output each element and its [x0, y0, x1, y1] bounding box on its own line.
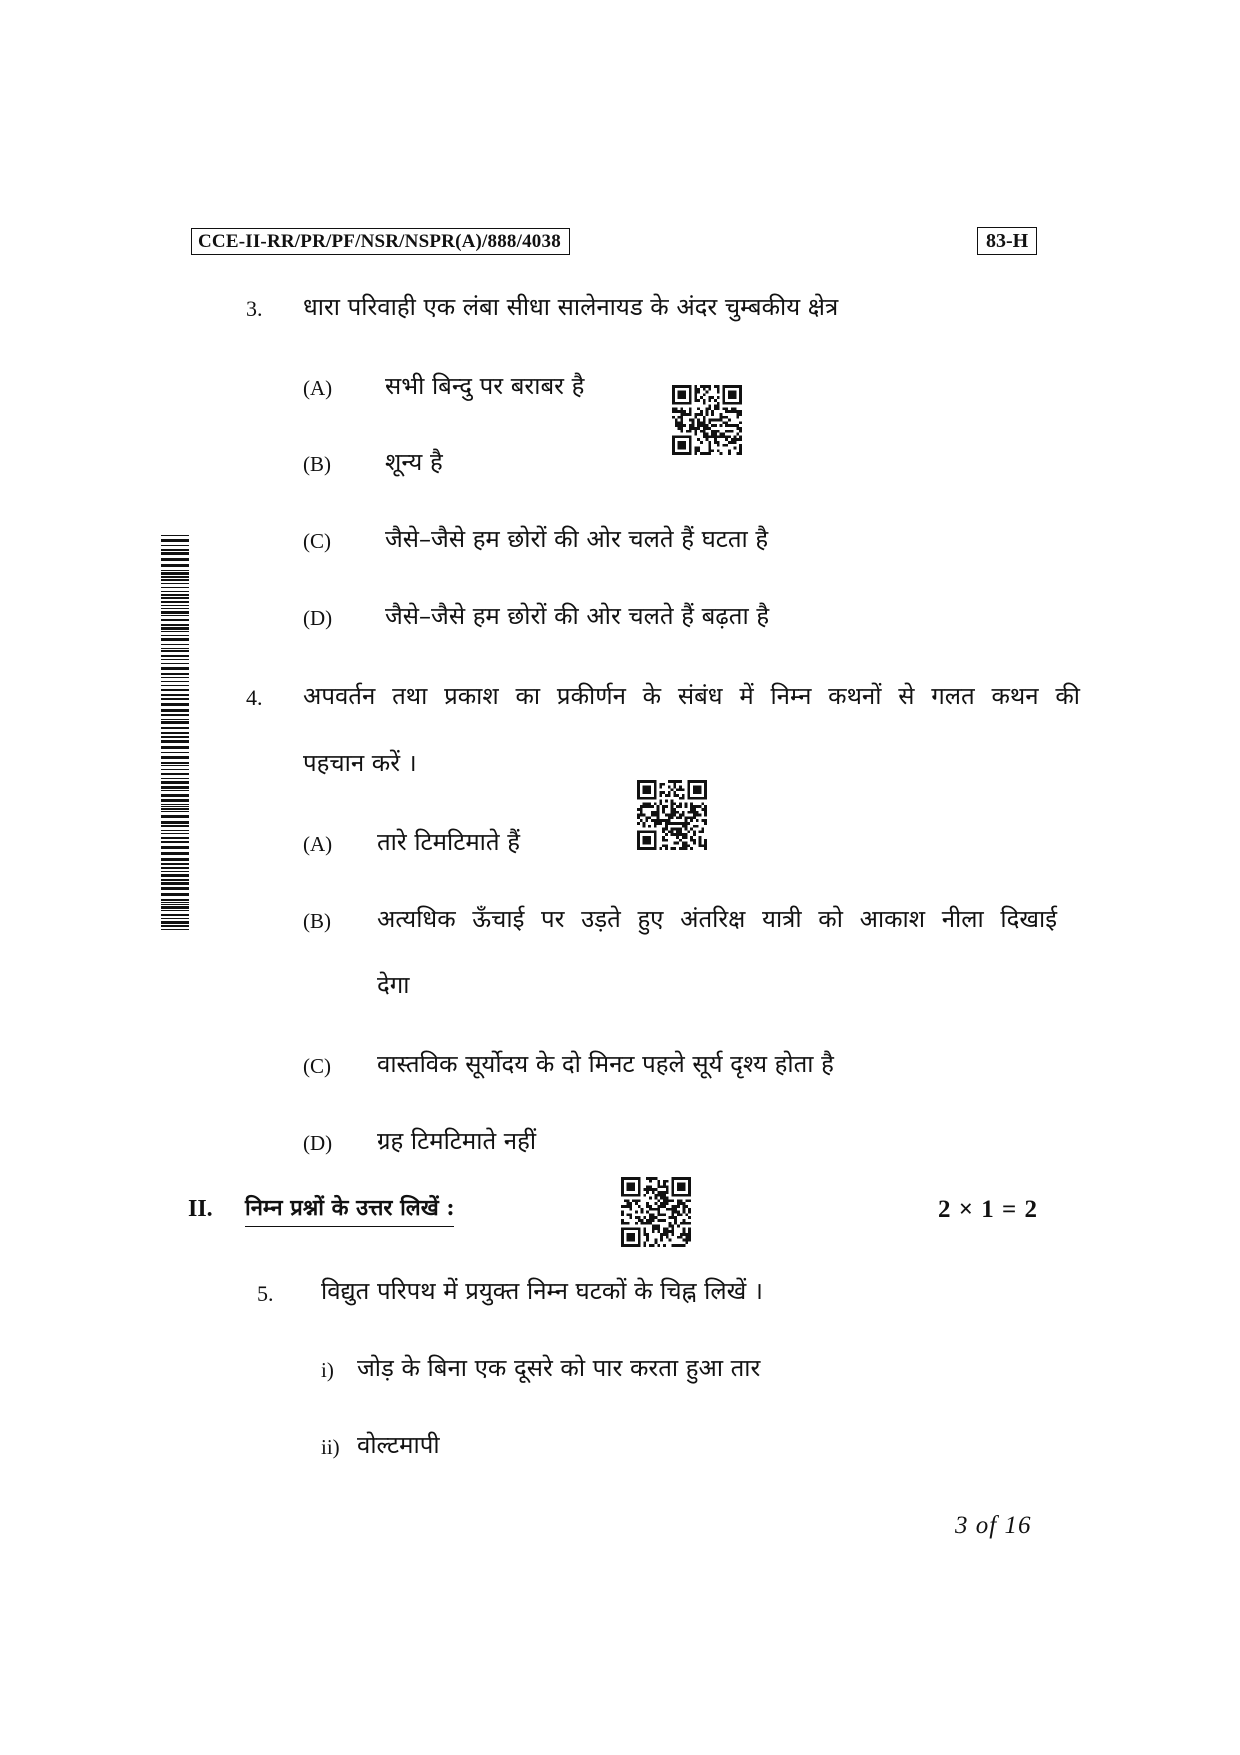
option-label: (B) — [303, 909, 331, 933]
question-text: धारा परिवाही एक लंबा सीधा सालेनायड के अंदर चुम्बकीय क्षेत्र — [303, 293, 839, 321]
barcode-icon — [161, 535, 189, 932]
qr-code-icon — [672, 385, 742, 455]
item-label: ii) — [321, 1435, 340, 1459]
page-number: 3 of 16 — [955, 1512, 1032, 1539]
paper-number: 83-H — [977, 227, 1037, 255]
section-number: II. — [188, 1196, 213, 1222]
section-marks: 2 × 1 = 2 — [938, 1196, 1038, 1223]
option-label: (B) — [303, 452, 331, 476]
item-text: जोड़ के बिना एक दूसरे को पार करता हुआ तार — [357, 1354, 761, 1382]
option-label: (A) — [303, 832, 333, 856]
question-number: 3. — [246, 296, 263, 321]
question-number: 5. — [257, 1281, 274, 1306]
option-text: ग्रह टिमटिमाते नहीं — [377, 1127, 537, 1155]
option-text: देगा — [377, 971, 410, 999]
question-text: पहचान करें । — [303, 749, 417, 777]
option-text: जैसे–जैसे हम छोरों की ओर चलते हैं बढ़ता है — [385, 602, 770, 630]
question-number: 4. — [246, 685, 263, 710]
option-text: अत्यधिक ऊँचाई पर उड़ते हुए अंतरिक्ष यात्री को आकाश नीला दिखाई — [377, 905, 1057, 933]
qr-code-icon — [637, 780, 707, 850]
option-label: (D) — [303, 606, 333, 630]
option-text: शून्य है — [385, 448, 443, 476]
option-text: सभी बिन्दु पर बराबर है — [385, 372, 585, 400]
option-label: (C) — [303, 1054, 331, 1078]
question-text: विद्युत परिपथ में प्रयुक्त निम्न घटकों के चिह्न लिखें । — [321, 1277, 764, 1305]
paper-code: CCE-II-RR/PR/PF/NSR/NSPR(A)/888/4038 — [191, 228, 570, 255]
question-text: अपवर्तन तथा प्रकाश का प्रकीर्णन के संबंध में निम्न कथनों से गलत कथन की — [303, 682, 1080, 710]
option-text: वास्तविक सूर्योदय के दो मिनट पहले सूर्य दृश्य होता है — [377, 1050, 834, 1078]
option-text: तारे टिमटिमाते हैं — [377, 828, 520, 856]
option-label: (C) — [303, 529, 331, 553]
option-text: जैसे–जैसे हम छोरों की ओर चलते हैं घटता है — [385, 525, 769, 553]
section-title: निम्न प्रश्नों के उत्तर लिखें : — [245, 1192, 454, 1227]
option-label: (A) — [303, 376, 333, 400]
option-label: (D) — [303, 1131, 333, 1155]
item-text: वोल्टमापी — [357, 1431, 440, 1459]
item-label: i) — [321, 1358, 334, 1382]
qr-code-icon — [621, 1177, 691, 1247]
